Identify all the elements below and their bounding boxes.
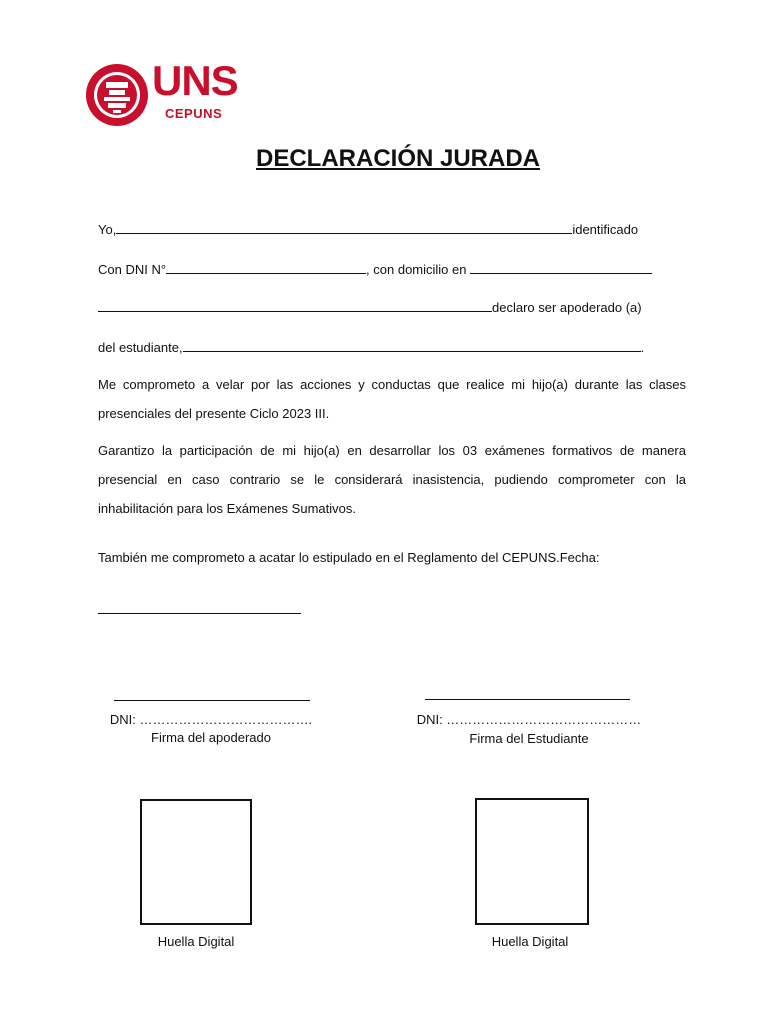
guardian-signature-line[interactable] [114,700,310,701]
guardian-fingerprint-box[interactable] [140,799,252,925]
name-blank[interactable] [116,222,572,234]
yo-label: Yo, [98,222,117,237]
logo-brand-text: UNS [152,57,238,104]
form-line-yo [98,222,638,237]
address-blank-2[interactable] [98,300,492,312]
paragraph-3: También me comprometo a acatar lo estipulado en el Reglamento del CEPUNS.Fecha: [98,550,600,565]
date-signature-line[interactable] [98,613,301,614]
logo-sub-text: CEPUNS [165,106,223,121]
address-blank-1[interactable] [470,262,652,274]
guardian-dni: DNI: …………………………………. [109,712,313,727]
student-caption: Firma del Estudiante [469,731,589,746]
student-fingerprint-caption: Huella Digital [491,934,569,949]
domicilio-label: , con domicilio en [366,262,467,277]
form-line-apoderado [98,300,642,315]
guardian-fingerprint-caption: Huella Digital [157,934,235,949]
dni-label: Con DNI N° [98,262,167,277]
form-line-estudiante [98,340,644,355]
student-fingerprint-box[interactable] [475,798,589,925]
student-signature-line[interactable] [425,699,630,700]
dni-blank[interactable] [166,262,366,274]
student-dni: DNI: ……………………………………… [416,712,642,727]
paragraph-1: Me comprometo a velar por las acciones y conductas que realice mi hijo(a) durante las clases presenciales del presente Ciclo 2023 III. [98,377,686,421]
student-name-blank[interactable] [183,340,641,352]
estudiante-label: del estudiante, [98,340,183,355]
form-line-dni [98,262,652,277]
identificado-label: identificado [572,222,639,237]
uns-seal-logo [84,54,150,136]
guardian-caption: Firma del apoderado [151,730,271,745]
document-title: DECLARACIÓN JURADA [255,145,540,172]
paragraph-2: Garantizo la participación de mi hijo(a) en desarrollar los 03 exámenes formativos de manera presencial en caso contrario se le considerará inasistencia, pudiendo comprometer con la inhabilitación para los Exámenes Sumativos. [98,443,686,516]
period: . [640,340,645,355]
apoderado-label: declaro ser apoderado (a) [492,300,642,315]
